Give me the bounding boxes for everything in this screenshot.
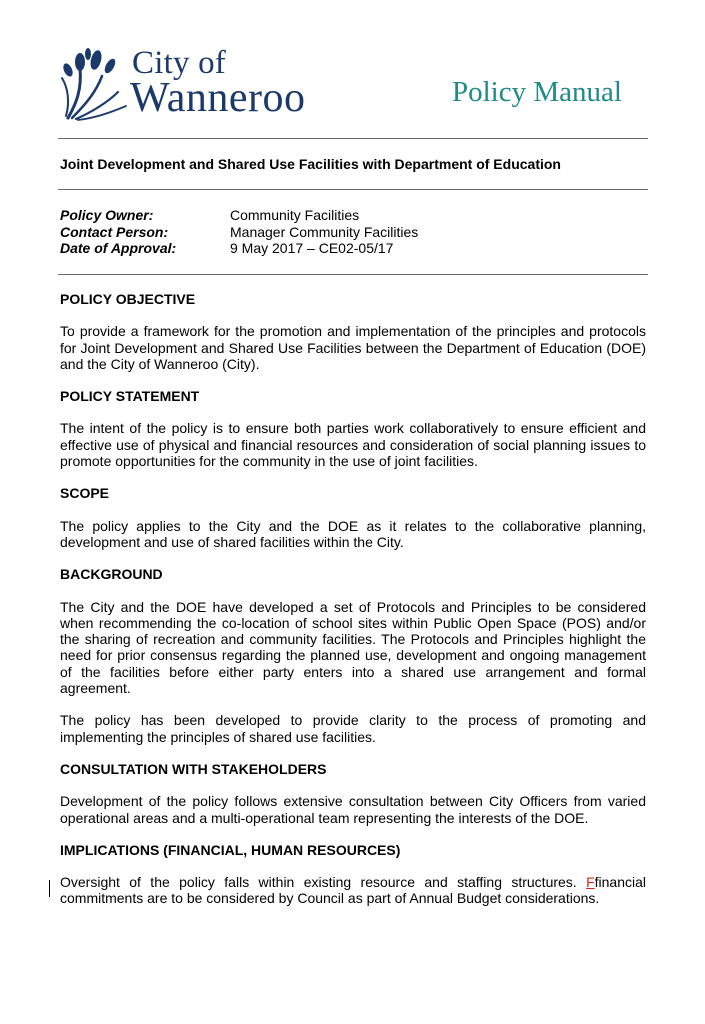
banksia-plant-icon: [58, 46, 130, 122]
paragraph: The intent of the policy is to ensure both parties work collaboratively to ensure efficient and effective use of physical and financial resources and consideration of social planning issues to promote opportunities for the community in the use of joint facilities.: [60, 420, 646, 470]
meta-value: 9 May 2017 – CE02-05/17: [230, 240, 394, 256]
paragraph-text: Oversight of the policy falls within existing resource and staffing structures.: [60, 874, 587, 891]
paragraph: The policy applies to the City and the DOE as it relates to the collaborative planning, development and use of shared facilities within the City.: [60, 517, 646, 550]
city-of-wanneroo-logo: [58, 44, 328, 124]
section-heading-scope: SCOPE: [60, 485, 110, 502]
paragraph-with-tracked-change: [60, 874, 646, 907]
paragraph: Development of the policy follows extensive consultation between City Officers from varied operational areas and a multi-operational team representing the interests of the DOE.: [60, 793, 646, 826]
section-heading-background: BACKGROUND: [60, 566, 163, 583]
meta-label: Policy Owner:: [60, 207, 154, 223]
paragraph-text: financial commitments are to be considered by Council as part of Annual Budget considerations.: [60, 874, 646, 907]
meta-label: Date of Approval:: [60, 240, 177, 256]
meta-value: Community Facilities: [230, 207, 360, 223]
meta-row-date-of-approval: [60, 240, 418, 257]
paragraph: The City and the DOE have developed a set of Protocols and Principles to be considered when recommending the co-location of school sites within Public Open Space (POS) and/or the sharing of recreation and community facilities. The Protocols and Principles highlight the need for prior consensus regarding the planned use, development and ongoing management of the facilities before either party enters into a shared use arrangement and formal agreement.: [60, 598, 646, 697]
logo-wanneroo-text: Wanneroo: [130, 75, 306, 121]
meta-row-contact-person: [60, 224, 418, 241]
meta-value: Manager Community Facilities: [230, 223, 419, 240]
meta-label: Contact Person:: [60, 223, 169, 240]
section-heading-implications: IMPLICATIONS (FINANCIAL, HUMAN RESOURCES): [60, 841, 401, 858]
policy-body: [60, 291, 646, 923]
section-heading-consultation: CONSULTATION WITH STAKEHOLDERS: [60, 760, 327, 777]
header-divider: [58, 138, 648, 139]
logo-city-of-text: City of: [132, 45, 226, 81]
paragraph: The policy has been developed to provide clarity to the process of promoting and implementing the principles of shared use facilities.: [60, 712, 646, 745]
meta-row-policy-owner: [60, 207, 418, 224]
policy-metadata: [60, 207, 418, 257]
tracked-change-bar: [49, 880, 50, 897]
paragraph: To provide a framework for the promotion and implementation of the principles and protocols for Joint Development and Shared Use Facilities between the Department of Education (DOE) and the City of Wanneroo (City).: [60, 323, 646, 372]
section-heading-statement: POLICY STATEMENT: [60, 388, 200, 405]
title-divider: [58, 189, 648, 190]
section-heading-objective: POLICY OBJECTIVE: [60, 291, 196, 307]
document-title: Joint Development and Shared Use Facilities with Department of Education: [60, 156, 561, 172]
tracked-deletion: F: [586, 874, 595, 891]
policy-manual-title: Policy Manual: [452, 76, 622, 108]
metadata-divider: [58, 274, 648, 275]
